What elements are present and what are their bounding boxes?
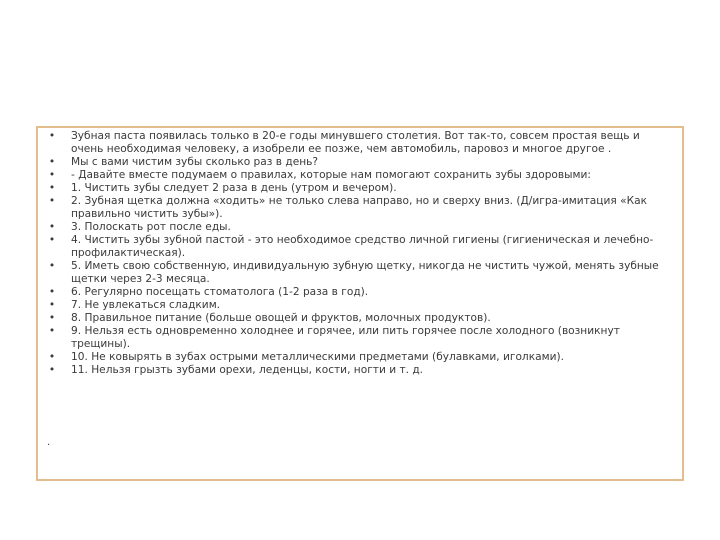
list-item-text: 11. Нельзя грызть зубами орехи, леденцы, кости, ногти и т. д. [71,364,424,376]
bullet-dot-icon: • [48,169,56,181]
list-item [38,351,682,364]
list-item [38,156,682,169]
list-item-text: 3. Полоскать рот после еды. [71,221,231,233]
list-item [38,286,682,299]
list-item [38,312,682,325]
list-item [38,299,682,312]
list-item [38,364,682,377]
bullet-dot-icon: • [48,130,56,142]
list-item-text: Мы с вами чистим зубы сколько раз в день? [71,156,319,168]
bullet-dot-icon: • [48,195,56,207]
bullet-dot-icon: • [48,260,56,272]
bullet-dot-icon: • [48,351,56,363]
list-item-text: 1. Чистить зубы следует 2 раза в день (утром и вечером). [71,182,397,194]
bullet-dot-icon: • [48,299,56,311]
list-item-text: - Давайте вместе подумаем о правилах, которые нам помогают сохранить зубы здоровыми: [71,169,591,181]
list-item [38,169,682,182]
list-item [38,325,682,351]
list-item-text: 8. Правильное питание (больше овощей и фруктов, молочных продуктов). [71,312,491,324]
list-item-text: Зубная паста появилась только в 20-е годы минувшего столетия. Вот так-то, совсем простая вещь и очень необходимая человеку, а изобрели ее позже, чем автомобиль, паровоз и многое другое . [71,130,640,155]
list-item-text: 4. Чистить зубы зубной пастой - это необходимое средство личной гигиены (гигиеническая и лечебно-профилактическая). [71,234,654,259]
bullet-dot-icon: • [48,312,56,324]
bullet-dot-icon: • [48,234,56,246]
bullet-dot-icon: • [48,182,56,194]
bullet-list [38,130,682,377]
bullet-dot-icon: • [48,364,56,376]
list-item-text: 10. Не ковырять в зубах острыми металлическими предметами (булавками, иголками). [71,351,564,363]
list-item-text: 7. Не увлекаться сладким. [71,299,221,311]
bullet-dot-icon: • [48,286,56,298]
content-frame [36,126,684,481]
bullet-dot-icon: • [48,221,56,233]
list-item-text: 5. Иметь свою собственную, индивидуальную зубную щетку, никогда не чистить чужой, менять зубные щетки через 2-3 месяца. [71,260,659,285]
list-item [38,130,682,156]
list-item [38,221,682,234]
bullet-dot-icon: • [48,156,56,168]
list-item [38,260,682,286]
list-item [38,234,682,260]
list-item [38,182,682,195]
bullet-dot-icon: • [48,325,56,337]
list-item-text: 2. Зубная щетка должна «ходить» не только слева направо, но и сверху вниз. (Д/игра-имитация «Как правильно чистить зубы»). [71,195,648,220]
list-item [38,195,682,221]
list-item-text: 6. Регулярно посещать стоматолога (1-2 раза в год). [71,286,369,298]
list-item-text: 9. Нельзя есть одновременно холоднее и горячее, или пить горячее после холодного (возникнут трещины). [71,325,620,350]
trailing-mark: . [47,437,51,448]
